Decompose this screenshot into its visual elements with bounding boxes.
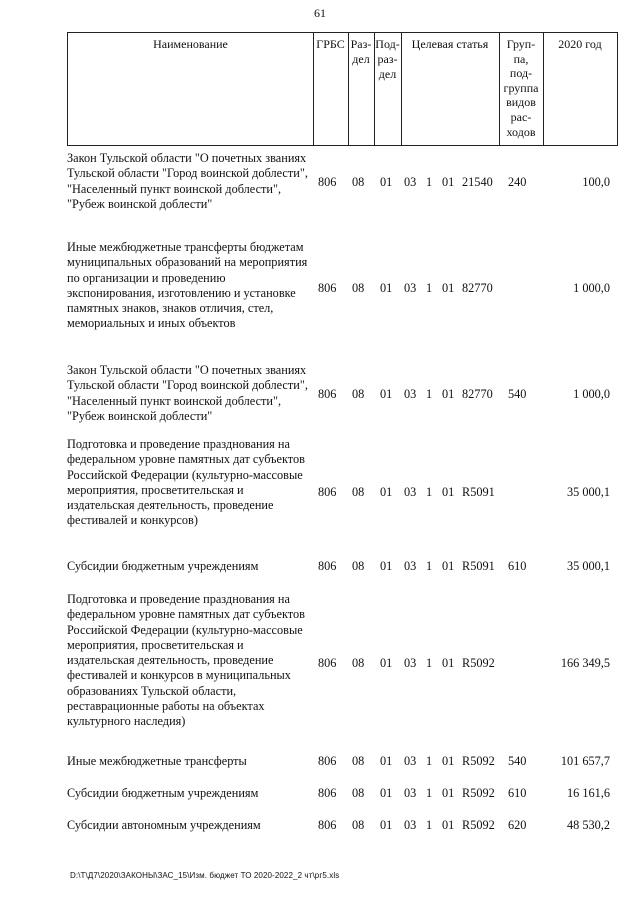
cell-grbs: 806 xyxy=(318,656,337,670)
cell-target-direction: 82770 xyxy=(462,387,493,401)
cell-grbs: 806 xyxy=(318,281,337,295)
cell-target-measure: 01 xyxy=(442,818,455,832)
cell-amount: 35 000,1 xyxy=(566,559,610,573)
cell-target-measure: 01 xyxy=(442,387,455,401)
cell-grbs: 806 xyxy=(318,559,337,573)
cell-target-measure: 01 xyxy=(442,559,455,573)
cell-target-subprogram: 1 xyxy=(426,656,433,670)
cell-target-direction: 82770 xyxy=(462,281,493,295)
cell-amount: 48 530,2 xyxy=(566,818,610,832)
cell-grbs: 806 xyxy=(318,485,337,499)
cell-podrazdel: 01 xyxy=(380,559,393,573)
cell-grbs: 806 xyxy=(318,818,337,832)
cell-amount: 166 349,5 xyxy=(560,656,610,670)
header-razdel: Раз- дел xyxy=(350,37,372,66)
table-header xyxy=(67,32,618,146)
header-year: 2020 год xyxy=(558,37,602,51)
cell-target-direction: R5092 xyxy=(462,786,495,800)
cell-amount: 1 000,0 xyxy=(573,387,610,401)
cell-podrazdel: 01 xyxy=(380,754,393,768)
cell-target-subprogram: 1 xyxy=(426,387,433,401)
cell-amount: 1 000,0 xyxy=(573,281,610,295)
cell-target-measure: 01 xyxy=(442,485,455,499)
row-name: Подготовка и проведение празднования на федеральном уровне памятных дат субъектов Российской Федерации (культурно-массовые мероприятия, просветительская и издательская деятельность, проведение фестивалей и конкурсов в муниципальных образованиях Тульской области, реставрационные работы на объектах культурного наследия) xyxy=(67,592,305,729)
cell-razdel: 08 xyxy=(352,656,365,670)
cell-razdel: 08 xyxy=(352,175,365,189)
row-name: Иные межбюджетные трансферты бюджетам муниципальных образований на мероприятия по организации и проведению экспонирования, изготовлению и установке памятных знаков, знаков отличия, стел, мемориальных и иных объектов xyxy=(67,240,308,331)
cell-razdel: 08 xyxy=(352,281,365,295)
cell-expense-group: 540 xyxy=(508,754,527,768)
cell-target-subprogram: 1 xyxy=(426,786,433,800)
cell-target-program: 03 xyxy=(404,656,417,670)
cell-target-program: 03 xyxy=(404,175,417,189)
cell-podrazdel: 01 xyxy=(380,387,393,401)
cell-target-program: 03 xyxy=(404,754,417,768)
cell-expense-group: 610 xyxy=(508,786,527,800)
cell-target-program: 03 xyxy=(404,485,417,499)
cell-target-program: 03 xyxy=(404,818,417,832)
cell-razdel: 08 xyxy=(352,485,365,499)
cell-target-measure: 01 xyxy=(442,754,455,768)
header-podrazdel: Под- раз- дел xyxy=(375,37,400,81)
cell-grbs: 806 xyxy=(318,387,337,401)
header-expense-group: Груп- па, под- группа видов рас- ходов xyxy=(503,37,539,139)
cell-podrazdel: 01 xyxy=(380,281,393,295)
cell-grbs: 806 xyxy=(318,175,337,189)
cell-podrazdel: 01 xyxy=(380,818,393,832)
cell-target-subprogram: 1 xyxy=(426,818,433,832)
cell-expense-group: 240 xyxy=(508,175,527,189)
cell-amount: 16 161,6 xyxy=(566,786,610,800)
cell-podrazdel: 01 xyxy=(380,485,393,499)
cell-razdel: 08 xyxy=(352,754,365,768)
row-name: Подготовка и проведение празднования на федеральном уровне памятных дат субъектов Российской Федерации (культурно-массовые мероприятия, просветительская и издательская деятельность, проведение фестивалей и конкурсов) xyxy=(67,437,305,528)
cell-grbs: 806 xyxy=(318,786,337,800)
cell-target-direction: R5092 xyxy=(462,818,495,832)
cell-expense-group: 620 xyxy=(508,818,527,832)
file-path-footer: D:\Т\Д7\2020\ЗАКОНЫ\ЗАС_15\Изм. бюджет ТО 2020-2022_2 чт\рг5.xls xyxy=(70,871,340,880)
cell-target-subprogram: 1 xyxy=(426,175,433,189)
cell-razdel: 08 xyxy=(352,818,365,832)
cell-target-measure: 01 xyxy=(442,656,455,670)
cell-target-measure: 01 xyxy=(442,175,455,189)
cell-target-direction: R5091 xyxy=(462,485,495,499)
cell-razdel: 08 xyxy=(352,387,365,401)
row-name: Субсидии бюджетным учреждениям xyxy=(67,559,259,573)
cell-amount: 35 000,1 xyxy=(566,485,610,499)
page-number: 61 xyxy=(314,6,326,20)
cell-target-subprogram: 1 xyxy=(426,559,433,573)
cell-podrazdel: 01 xyxy=(380,786,393,800)
cell-expense-group: 610 xyxy=(508,559,527,573)
cell-target-program: 03 xyxy=(404,281,417,295)
row-name: Иные межбюджетные трансферты xyxy=(67,754,247,768)
row-name: Закон Тульской области "О почетных званиях Тульской области "Город воинской доблести", "Населенный пункт воинской доблести", "Рубеж воинской доблести" xyxy=(67,363,308,423)
cell-amount: 101 657,7 xyxy=(560,754,610,768)
cell-target-subprogram: 1 xyxy=(426,485,433,499)
cell-target-direction: 21540 xyxy=(462,175,493,189)
cell-grbs: 806 xyxy=(318,754,337,768)
cell-razdel: 08 xyxy=(352,559,365,573)
cell-target-program: 03 xyxy=(404,387,417,401)
cell-target-program: 03 xyxy=(404,786,417,800)
cell-target-direction: R5091 xyxy=(462,559,495,573)
cell-razdel: 08 xyxy=(352,786,365,800)
cell-target-measure: 01 xyxy=(442,281,455,295)
header-name: Наименование xyxy=(153,37,228,51)
row-name: Субсидии бюджетным учреждениям xyxy=(67,786,259,800)
cell-target-direction: R5092 xyxy=(462,754,495,768)
cell-podrazdel: 01 xyxy=(380,656,393,670)
header-grbs: ГРБС xyxy=(316,37,345,51)
row-name: Субсидии автономным учреждениям xyxy=(67,818,261,832)
cell-podrazdel: 01 xyxy=(380,175,393,189)
row-name: Закон Тульской области "О почетных званиях Тульской области "Город воинской доблести", "Населенный пункт воинской доблести", "Рубеж воинской доблести" xyxy=(67,151,308,211)
cell-target-measure: 01 xyxy=(442,786,455,800)
cell-target-subprogram: 1 xyxy=(426,281,433,295)
cell-amount: 100,0 xyxy=(582,175,610,189)
cell-target-subprogram: 1 xyxy=(426,754,433,768)
cell-target-program: 03 xyxy=(404,559,417,573)
header-target-article: Целевая статья xyxy=(411,37,489,51)
cell-expense-group: 540 xyxy=(508,387,527,401)
cell-target-direction: R5092 xyxy=(462,656,495,670)
